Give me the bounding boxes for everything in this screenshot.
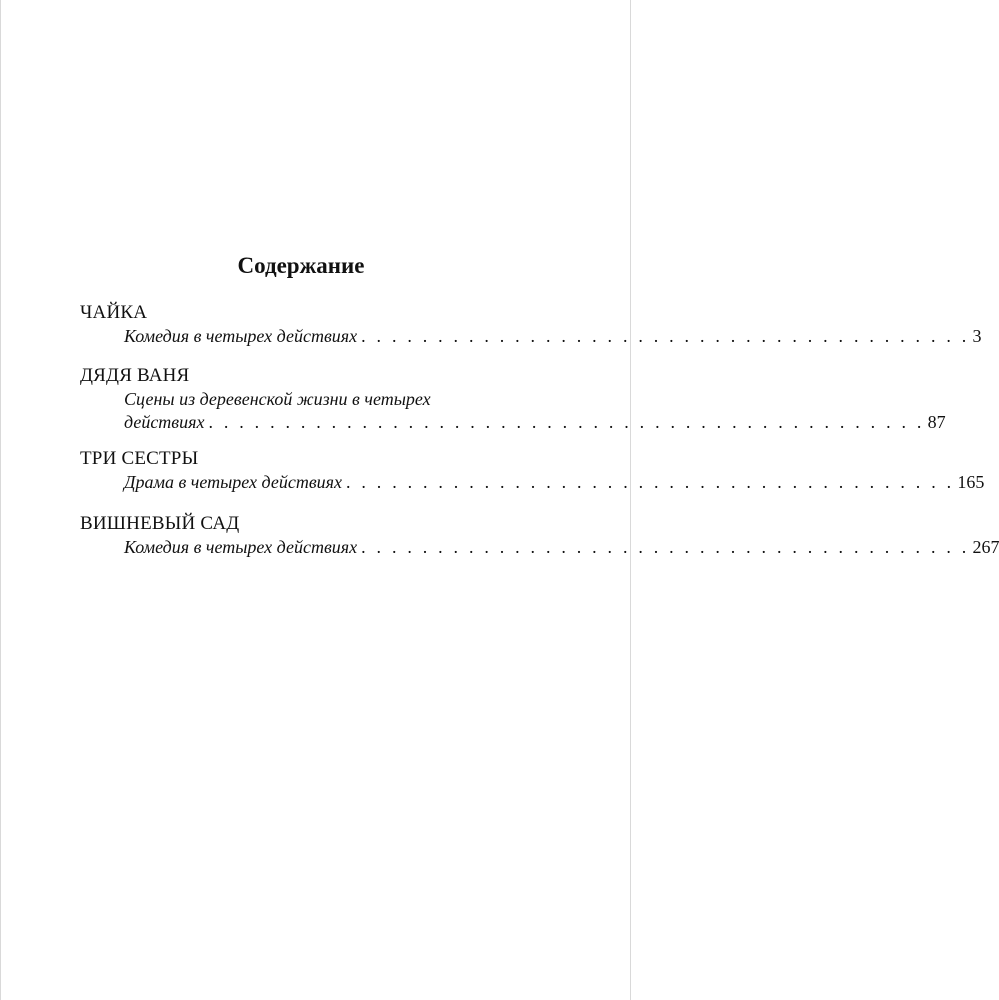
toc-entry-subtitle	[80, 388, 946, 434]
toc-leader-row	[124, 411, 946, 434]
toc-entry-subtitle	[80, 536, 999, 559]
toc-dot-leader: . . . . . . . . . . . . . . . . . . . . . . . . . . . . . . . . . . . . . . . . . . . . . . .	[208, 412, 925, 432]
toc-leader-row	[124, 471, 985, 494]
toc-title: Содержание	[237, 253, 365, 278]
toc-entry-vishnevyi-sad	[80, 512, 999, 559]
toc-entry-subtitle-text: действиях	[124, 412, 205, 432]
toc-dot-leader: . . . . . . . . . . . . . . . . . . . . . . . . . . . . . . . . . . . . . . . .	[346, 472, 955, 492]
toc-entry-dyadya-vanya	[80, 364, 946, 434]
toc-entry-subtitle-text: Комедия в четырех действиях	[124, 537, 358, 557]
toc-entry-subtitle-line: Сцены из деревенской жизни в четырех	[124, 389, 431, 409]
toc-entry-subtitle	[80, 471, 985, 494]
toc-entry-title: ТРИ СЕСТРЫ	[80, 448, 199, 469]
toc-entry-subtitle-text: Драма в четырех действиях	[124, 472, 342, 492]
toc-entry-title: ДЯДЯ ВАНЯ	[80, 365, 190, 386]
toc-leader-row	[124, 325, 982, 348]
toc-leader-row	[124, 536, 999, 559]
toc-entry-subtitle-text: Комедия в четырех действиях	[124, 326, 358, 346]
toc-dot-leader: . . . . . . . . . . . . . . . . . . . . . . . . . . . . . . . . . . . . . . . .	[361, 537, 970, 557]
toc-page-number: 267	[972, 537, 999, 557]
toc-entry-subtitle	[80, 325, 982, 348]
toc-page-number: 165	[957, 472, 985, 492]
toc-entry-tri-sestry	[80, 447, 985, 494]
toc-entry-title: ВИШНЕВЫЙ САД	[80, 513, 240, 534]
toc-page-number: 3	[972, 326, 982, 346]
toc-entry-chaika	[80, 301, 982, 348]
toc-dot-leader: . . . . . . . . . . . . . . . . . . . . . . . . . . . . . . . . . . . . . . . .	[361, 326, 970, 346]
toc-page-number: 87	[927, 412, 946, 432]
toc-entry-title: ЧАЙКА	[80, 302, 148, 323]
